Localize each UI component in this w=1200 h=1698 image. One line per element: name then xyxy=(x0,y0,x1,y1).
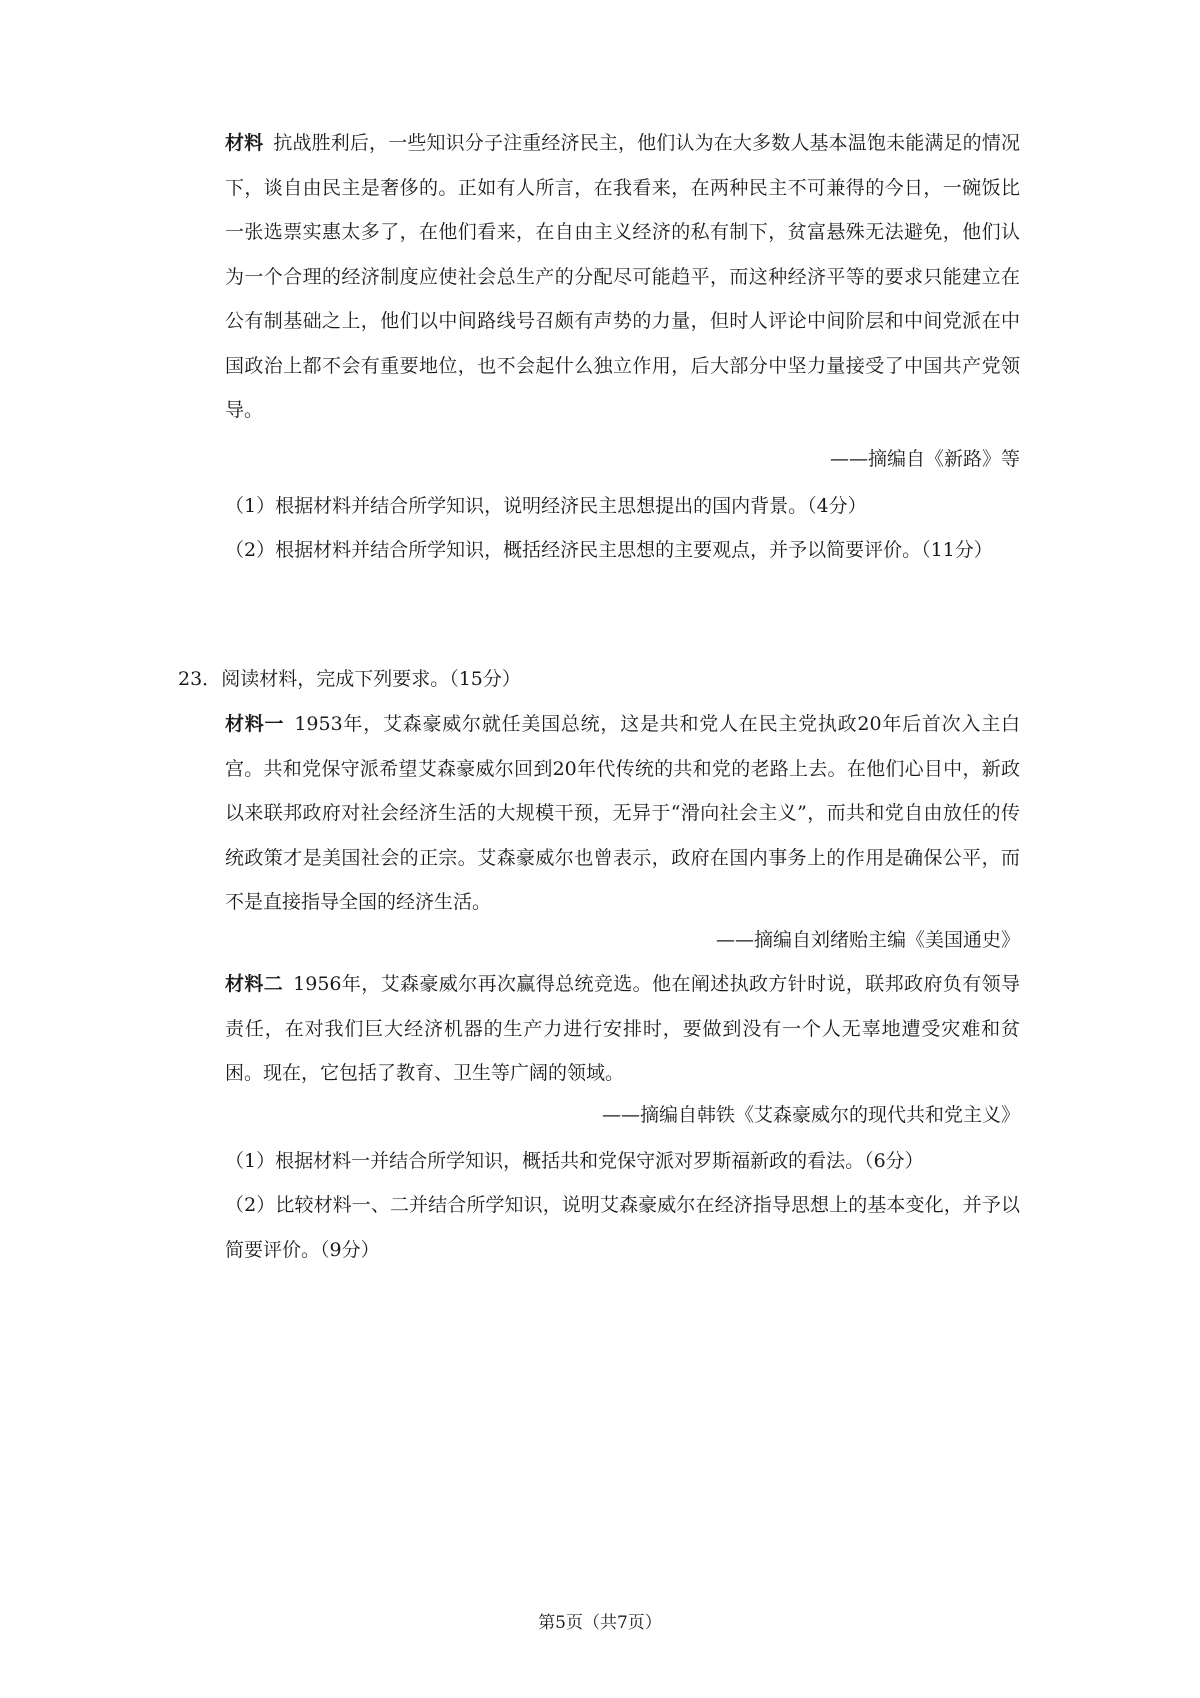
question-23-1: （1）根据材料一并结合所学知识，概括共和党保守派对罗斯福新政的看法。（6分） xyxy=(225,1150,924,1172)
material-label: 材料 xyxy=(225,132,264,154)
material-source: ——摘编自《新路》等 xyxy=(829,448,1020,470)
material2-text: 1956年，艾森豪威尔再次赢得总统竞选。他在阐述执政方针时说，联邦政府负有领导责任，在对我们巨大经济机器的生产力进行安排时，要做到没有一个人无辜地遭受灾难和贫困。现在，它包括了教育、卫生等广阔的领域。 xyxy=(225,973,1020,1084)
material2-source: ——摘编自韩铁《艾森豪威尔的现代共和党主义》 xyxy=(601,1104,1020,1126)
question-23-heading xyxy=(178,657,521,701)
material2-label: 材料二 xyxy=(225,973,284,995)
material1-source: ——摘编自刘绪贻主编《美国通史》 xyxy=(715,929,1020,951)
material-text: 抗战胜利后，一些知识分子注重经济民主，他们认为在大多数人基本温饱未能满足的情况下，谈自由民主是奢侈的。正如有人所言，在我看来，在两种民主不可兼得的今日，一碗饭比一张选票实惠太多了，在他们看来，在自由主义经济的私有制下，贫富悬殊无法避免，他们认为一个合理的经济制度应使社会总生产的分配尽可能趋平，而这种经济平等的要求只能建立在公有制基础之上，他们以中间路线号召颇有声势的力量，但时人评论中间阶层和中间党派在中国政治上都不会有重要地位，也不会起什么独立作用，后大部分中坚力量接受了中国共产党领导。 xyxy=(225,132,1020,421)
question-23-2: （2）比较材料一、二并结合所学知识，说明艾森豪威尔在经济指导思想上的基本变化，并予以简要评价。（9分） xyxy=(225,1194,1020,1261)
material2-paragraph xyxy=(225,962,1020,1096)
page-footer: 第5页（共7页） xyxy=(538,1613,662,1633)
question-number: 23． xyxy=(178,668,222,690)
material1-text: 1953年，艾森豪威尔就任美国总统，这是共和党人在民主党执政20年后首次入主白宫。共和党保守派希望艾森豪威尔回到20年代传统的共和党的老路上去。在他们心目中，新政以来联邦政府对社会经济生活的大规模干预，无异于“滑向社会主义”，而共和党自由放任的传统政策才是美国社会的正宗。艾森豪威尔也曾表示，政府在国内事务上的作用是确保公平，而不是直接指导全国的经济生活。 xyxy=(225,713,1020,913)
material-block-2a xyxy=(225,702,1020,925)
material-paragraph xyxy=(225,121,1020,433)
material1-paragraph xyxy=(225,702,1020,925)
question-heading-text: 阅读材料，完成下列要求。（15分） xyxy=(221,668,521,690)
material-block-2b xyxy=(225,962,1020,1096)
material1-label: 材料一 xyxy=(225,713,285,735)
material-block-1 xyxy=(225,121,1020,433)
question-1-1: （1）根据材料并结合所学知识，说明经济民主思想提出的国内背景。（4分） xyxy=(225,495,867,517)
question-1-2: （2）根据材料并结合所学知识，概括经济民主思想的主要观点，并予以简要评价。（11分） xyxy=(225,539,993,561)
